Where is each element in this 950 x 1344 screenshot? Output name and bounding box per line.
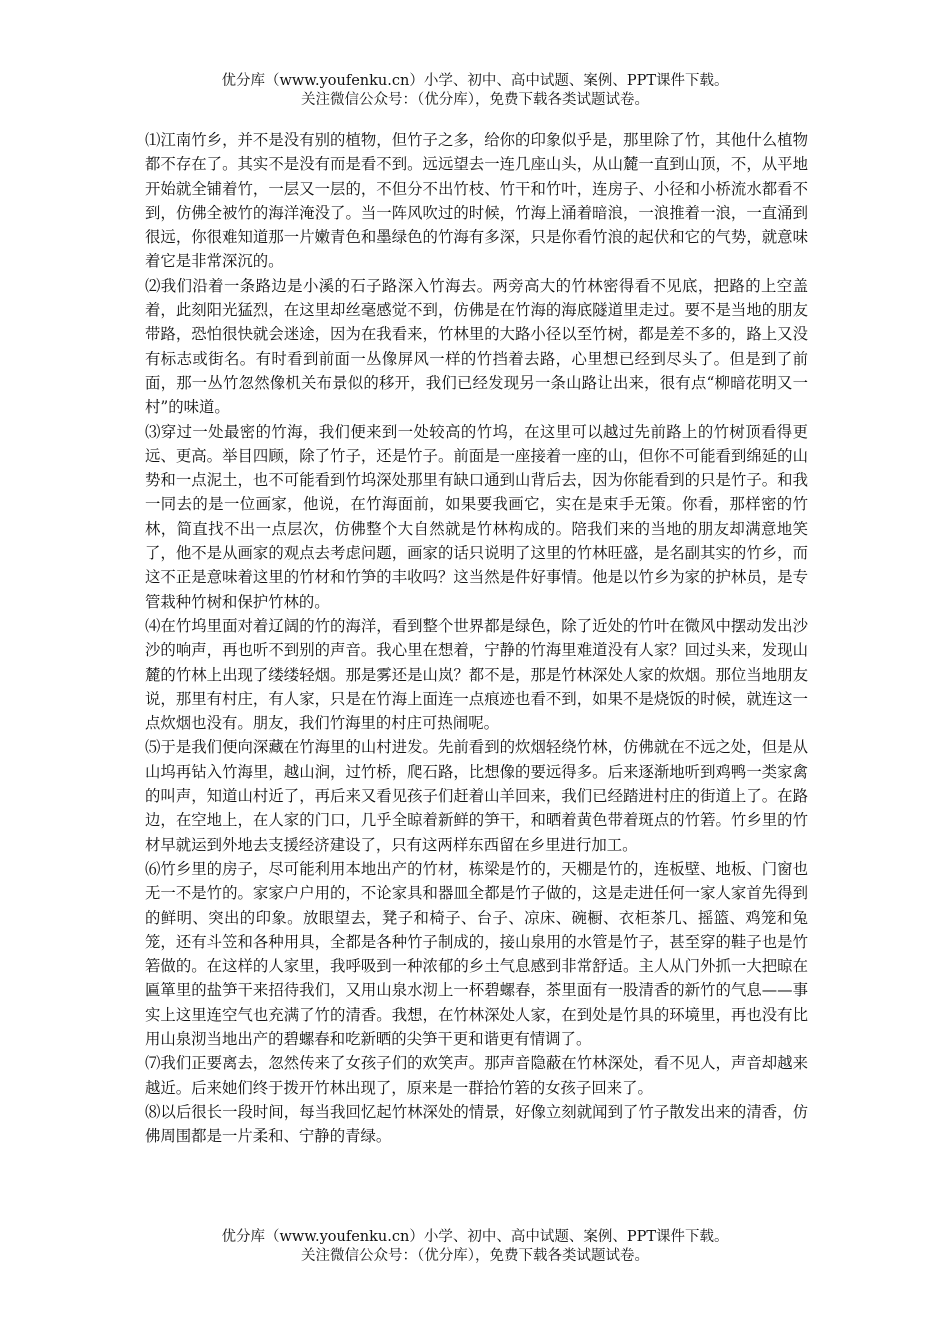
- page-footer: [0, 1228, 950, 1266]
- footer-line-1: 优分库（www.youfenku.cn）小学、初中、高中试题、案例、PPT课件下载。: [221, 1229, 729, 1245]
- paragraph-1: ⑴江南竹乡，并不是没有别的植物，但竹子之多，给你的印象似乎是，那里除了竹，其他什么植物都不存在了。其实不是没有而是看不到。远远望去一连几座山头，从山麓一直到山顶，不，从平地开始就全铺着竹，一层又一层的，不但分不出竹枝、竹干和竹叶，连房子、小径和小桥流水都看不到，仿佛全被竹的海洋淹没了。当一阵风吹过的时候，竹海上涌着暗浪，一浪推着一浪，一直涌到很远，你很难知道那一片嫩青色和墨绿色的竹海有多深，只是你看竹浪的起伏和它的气势，就意味着它是非常深沉的。: [145, 131, 808, 271]
- paragraph-2: ⑵我们沿着一条路边是小溪的石子路深入竹海去。两旁高大的竹林密得看不见底，把路的上空盖着，此刻阳光猛烈，在这里却丝毫感觉不到，仿佛是在竹海的海底隧道里走过。要不是当地的朋友带路，恐怕很快就会迷途，因为在我看来，竹林里的大路小径以至竹树，都是差不多的，路上又没有标志或街名。有时看到前面一丛像屏风一样的竹挡着去路，心里想已经到尽头了。但是到了前面，那一丛竹忽然像机关布景似的移开，我们已经发现另一条山路让出来，很有点“柳暗花明又一村”的味道。: [145, 276, 808, 417]
- header-line-2: 关注微信公众号：（优分库），免费下载各类试题试卷。: [301, 92, 649, 108]
- paragraph-7: ⑺我们正要离去，忽然传来了女孩子们的欢笑声。那声音隐蔽在竹林深处，看不见人，声音却越来越近。后来她们终于拨开竹林出现了，原来是一群拾竹箬的女孩子回来了。: [145, 1054, 808, 1097]
- footer-line-2: 关注微信公众号：（优分库），免费下载各类试题试卷。: [301, 1248, 649, 1264]
- article-body: [145, 128, 808, 1148]
- page-header: [0, 72, 950, 110]
- paragraph-3: ⑶穿过一处最密的竹海，我们便来到一处较高的竹坞，在这里可以越过先前路上的竹树顶看得更远、更高。举目四顾，除了竹子，还是竹子。前面是一座接着一座的山，但你不可能看到绵延的山势和一点泥土，也不可能看到竹坞深处那里有缺口通到山背后去，因为你能看到的只是竹子。和我一同去的是一位画家，他说，在竹海面前，如果要我画它，实在是束手无策。你看，那样密的竹林，简直找不出一点层次，仿佛整个大自然就是竹林构成的。陪我们来的当地的朋友却满意地笑了，他不是从画家的观点去考虑问题，画家的话只说明了这里的竹林旺盛，是名副其实的竹乡，而这不正是意味着这里的竹材和竹笋的丰收吗？这当然是件好事情。他是以竹乡为家的护林员，是专管栽种竹树和保护竹林的。: [145, 422, 808, 611]
- paragraph-5: ⑸于是我们便向深藏在竹海里的山村进发。先前看到的炊烟轻绕竹林，仿佛就在不远之处，但是从山坞再钻入竹海里，越山涧，过竹桥，爬石路，比想像的要远得多。后来逐渐地听到鸡鸭一类家禽的叫声，知道山村近了，再后来又看见孩子们赶着山羊回来，我们已经踏进村庄的街道上了。在路边，在空地上，在人家的门口，几乎全晾着新鲜的笋干，和晒着黄色带着斑点的竹箬。竹乡里的竹材早就运到外地去支援经济建设了，只有这两样东西留在乡里进行加工。: [145, 738, 808, 854]
- paragraph-4: ⑷在竹坞里面对着辽阔的竹的海洋，看到整个世界都是绿色，除了近处的竹叶在微风中摆动发出沙沙的响声，再也听不到别的声音。我心里在想着，宁静的竹海里难道没有人家？回过头来，发现山麓的竹林上出现了缕缕轻烟。那是雾还是山岚？都不是，那是竹林深处人家的炊烟。那位当地朋友说，那里有村庄，有人家，只是在竹海上面连一点痕迹也看不到，如果不是烧饭的时候，就连这一点炊烟也没有。朋友，我们竹海里的村庄可热闹呢。: [145, 616, 808, 733]
- paragraph-6: ⑹竹乡里的房子，尽可能利用本地出产的竹材，栋梁是竹的，天棚是竹的，连板壁、地板、门窗也无一不是竹的。家家户户用的，不论家具和器皿全都是竹子做的，这是走进任何一家人家首先得到的鲜明、突出的印象。放眼望去，凳子和椅子、台子、凉床、碗橱、衣柜茶几、摇篮、鸡笼和兔笼，还有斗笠和各种用具，全都是各种竹子制成的，接山泉用的水管是竹子，甚至穿的鞋子也是竹箬做的。在这样的人家里，我呼吸到一种浓郁的乡土气息感到非常舒适。主人从门外抓一大把晾在匾箪里的盐笋干来招待我们，又用山泉水沏上一杯碧螺春，茶里面有一股清香的新竹的气息——事实上这里连空气也充满了竹的清香。我想，在竹林深处人家，在到处是竹具的环境里，再也没有比用山泉沏当地出产的碧螺春和吃新晒的尖笋干更和谐更有情调了。: [145, 859, 808, 1048]
- paragraph-8: ⑻以后很长一段时间，每当我回忆起竹林深处的情景，好像立刻就闻到了竹子散发出来的清香，仿佛周围都是一片柔和、宁静的青绿。: [145, 1102, 808, 1146]
- header-line-1: 优分库（www.youfenku.cn）小学、初中、高中试题、案例、PPT课件下载。: [221, 73, 729, 89]
